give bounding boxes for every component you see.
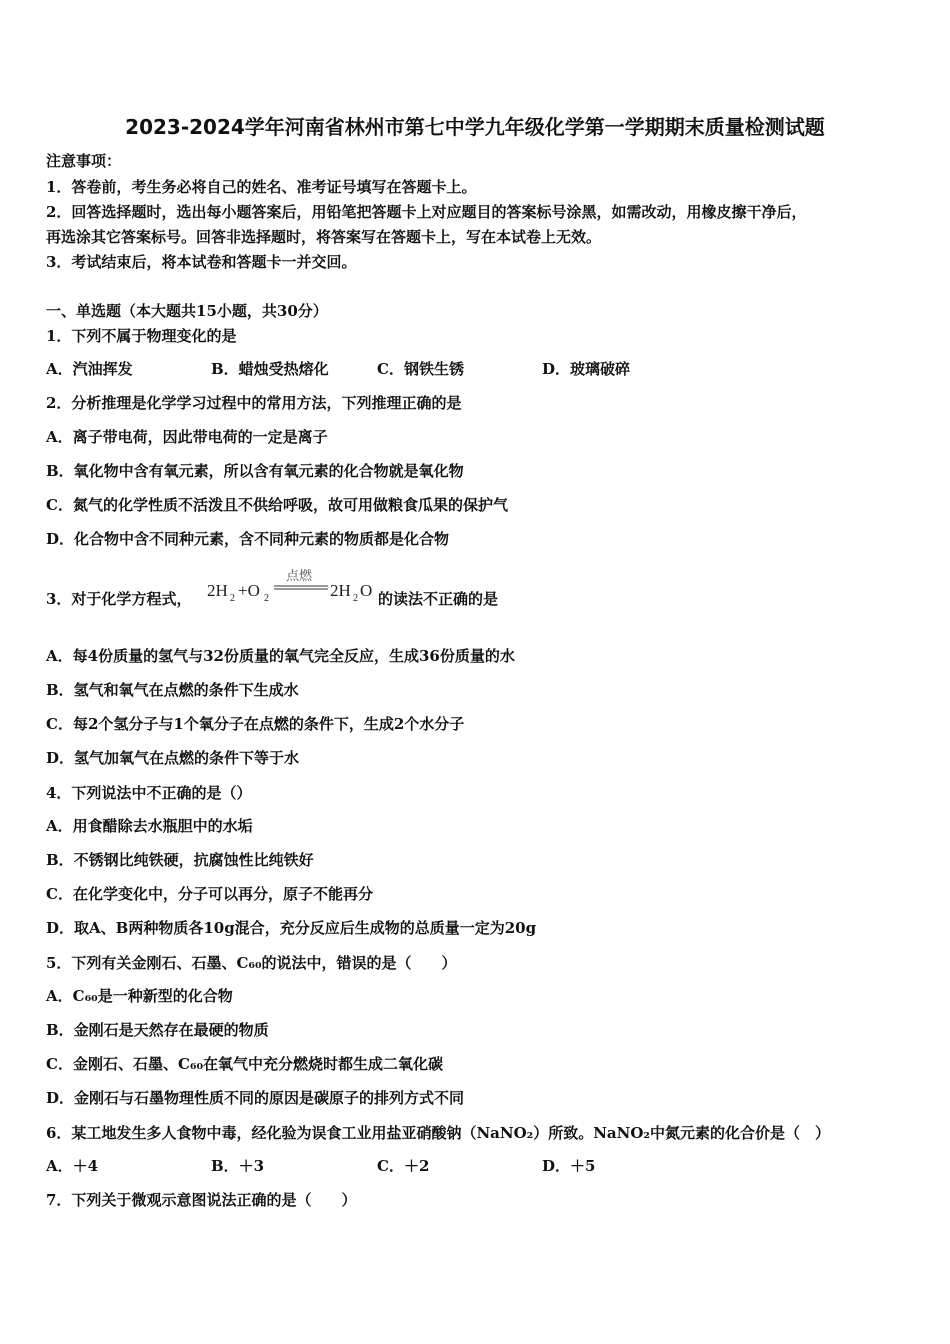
option-d: D．氢气加氧气在点燃的条件下等于水 xyxy=(46,749,300,767)
section-heading: 一、单选题（本大题共15小题，共30分） xyxy=(46,302,328,320)
question-stem: 1．下列不属于物理变化的是 xyxy=(46,327,237,345)
equation-left-sub: 2 xyxy=(230,593,235,604)
question-stem: 2．分析推理是化学学习过程中的常用方法，下列推理正确的是 xyxy=(46,394,462,412)
option-c: C．氮气的化学性质不活泼且不供给呼吸，故可用做粮食瓜果的保护气 xyxy=(46,496,508,514)
notice-item: 3．考试结束后，将本试卷和答题卡一并交回。 xyxy=(46,253,357,271)
notice-heading: 注意事项： xyxy=(46,152,122,170)
equation-condition: 点燃 xyxy=(286,569,313,584)
option-c: C．在化学变化中，分子可以再分，原子不能再分 xyxy=(46,885,373,903)
question-stem-suffix: 的读法不正确的是 xyxy=(378,590,499,608)
equation-plus: +O xyxy=(238,581,260,600)
option-b: B．氢气和氧气在点燃的条件下生成水 xyxy=(46,681,299,699)
equation-o-sub: 2 xyxy=(264,593,269,604)
option-c: C．金刚石、石墨、C₆₀在氧气中充分燃烧时都生成二氧化碳 xyxy=(46,1055,444,1073)
question-stem-prefix: 3．对于化学方程式， xyxy=(46,590,192,608)
option-b: B．氧化物中含有氧元素，所以含有氧元素的化合物就是氧化物 xyxy=(46,462,464,480)
question-stem: 6．某工地发生多人食物中毒，经化验为误食工业用盐亚硝酸钠（NaNO₂）所致。NaNO₂中氮元素的化合价是（ ） xyxy=(46,1124,830,1142)
option-c: C．＋2 xyxy=(377,1157,430,1175)
option-a: A．每4份质量的氢气与32份质量的氧气完全反应，生成36份质量的水 xyxy=(46,647,515,665)
option-d: D．金刚石与石墨物理性质不同的原因是碳原子的排列方式不同 xyxy=(46,1089,465,1107)
option-d: D．化合物中含不同种元素，含不同种元素的物质都是化合物 xyxy=(46,530,450,548)
question-stem: 4．下列说法中不正确的是（） xyxy=(46,784,252,802)
page-title: 2023-2024学年河南省林州市第七中学九年级化学第一学期期末质量检测试题 xyxy=(125,115,825,139)
option-a: A．汽油挥发 xyxy=(46,360,133,378)
option-c: C．钢铁生锈 xyxy=(377,360,464,378)
option-a: A．＋4 xyxy=(46,1157,99,1175)
notice-item: 2．回答选择题时，选出每小题答案后，用铅笔把答题卡上对应题目的答案标号涂黑，如需改动，用橡皮擦干净后， xyxy=(46,203,807,221)
equation-left-coef: 2H xyxy=(207,581,228,600)
chemical-equation xyxy=(207,566,377,614)
notice-item: 再选涂其它答案标号。回答非选择题时，将答案写在答题卡上，写在本试卷上无效。 xyxy=(46,228,602,246)
notice-item: 1．答卷前，考生务必将自己的姓名、准考证号填写在答题卡上。 xyxy=(46,178,477,196)
option-d: D．＋5 xyxy=(542,1157,596,1175)
option-b: B．金刚石是天然存在最硬的物质 xyxy=(46,1021,269,1039)
question-stem: 5．下列有关金刚石、石墨、C₆₀的说法中，错误的是（ ） xyxy=(46,954,457,972)
option-b: B．＋3 xyxy=(211,1157,265,1175)
option-c: C．每2个氢分子与1个氧分子在点燃的条件下，生成2个水分子 xyxy=(46,715,465,733)
option-b: B．不锈钢比纯铁硬，抗腐蚀性比纯铁好 xyxy=(46,851,314,869)
option-b: B．蜡烛受热熔化 xyxy=(211,360,329,378)
equation-right-coef: 2H xyxy=(330,581,351,600)
equation-right-tail: O xyxy=(360,581,373,600)
question-stem: 7．下列关于微观示意图说法正确的是（ ） xyxy=(46,1191,357,1209)
option-a: A．C₆₀是一种新型的化合物 xyxy=(46,987,233,1005)
option-a: A．用食醋除去水瓶胆中的水垢 xyxy=(46,817,253,835)
equation-right-sub: 2 xyxy=(353,593,358,604)
option-d: D．玻璃破碎 xyxy=(542,360,631,378)
option-a: A．离子带电荷，因此带电荷的一定是离子 xyxy=(46,428,328,446)
option-d: D．取A、B两种物质各10g混合，充分反应后生成物的总质量一定为20g xyxy=(46,919,537,937)
